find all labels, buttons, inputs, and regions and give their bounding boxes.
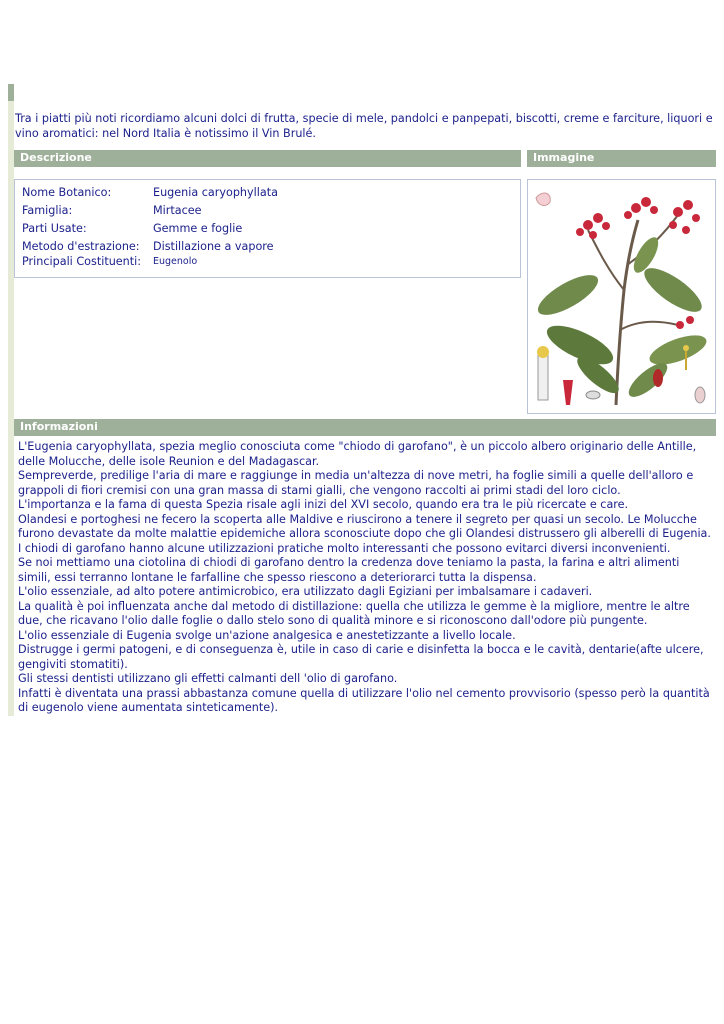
info-paragraph: Se noi mettiamo una ciotolina di chiodi di garofano dentro la credenza dove teniamo la pasta, la farina e altri alimenti simili, essi terranno lontane le farfalline che spesso riescono a deteriorarci tutta la dispensa. [18,556,680,584]
info-paragraph: L'olio essenziale di Eugenia svolge un'azione analgesica e anestetizzante a livello locale. [18,628,516,642]
info-paragraph: Distrugge i germi patogeni, e di conseguenza è, utile in caso di carie e disinfetta la bocca e le cavità, dentarie(afte ulcere, gengiviti stomatiti). [18,643,704,671]
detail-row-parti [22,222,242,236]
info-paragraph: Sempreverde, predilige l'aria di mare e raggiunge in media un'altezza di nove metri, ha foglie simili a quelle dell'alloro e grappoli di fiori cremisi con una gran massa di stami gialli, che vengono raccolti ai primi stadi del loro ciclo. [18,469,694,497]
info-text [18,440,714,716]
detail-label: Famiglia: [22,204,73,217]
detail-value: Distillazione a vapore [153,240,274,253]
descrizione-header: Descrizione [14,150,521,167]
detail-value: Gemme e foglie [153,222,243,235]
detail-label: Principali Costituenti: [22,255,142,268]
info-paragraph: L'importanza e la fama di questa Spezia risale agli inizi del XVI secolo, quando era tra le più ricercate e care. [18,498,629,511]
informazioni-header: Informazioni [14,419,716,436]
detail-label: Metodo d'estrazione: [22,240,140,253]
info-paragraph: L'Eugenia caryophyllata, spezia meglio conosciuta come "chiodo di garofano", è un piccolo albero originario delle Antille, delle Molucche, delle isole Reunion e del Madagascar. [18,440,697,468]
clove-plant-illustration [528,180,715,413]
detail-value: Eugenolo [153,256,198,267]
detail-label: Nome Botanico: [22,186,112,199]
page-frame [8,84,717,716]
detail-value: Mirtacee [153,204,202,217]
detail-row-famiglia [22,204,202,218]
immagine-header: Immagine [527,150,716,167]
detail-row-botanico [22,186,278,200]
image-box [527,179,716,414]
info-paragraph: Olandesi e portoghesi ne fecero la scoperta alle Maldive e riuscirono a tenere il segreto per quasi un secolo. Le Molucche furono devastate da molte malattie epidemiche allora sconosciute dopo che gli Olandesi distrussero gli alberelli di Eugenia. [18,512,711,540]
info-paragraph: Gli stessi dentisti utilizzano gli effetti calmanti dell 'olio di garofano. [18,672,398,685]
intro-text: Tra i piatti più noti ricordiamo alcuni dolci di frutta, specie di mele, pandolci e panpepati, biscotti, creme e farciture, liquori e vino aromatici: nel Nord Italia è notissimo il Vin Brulé. [15,112,713,140]
detail-value: Eugenia caryophyllata [153,186,278,199]
content-area [14,84,717,716]
info-paragraph: La qualità è poi influenzata anche dal metodo di distillazione: quella che utilizza le gemme è la migliore, mentre le altre due, che ricavano l'olio dalle foglie o dallo stelo sono di qualità minore e si riconoscono dall'odore più pungente. [18,599,690,627]
detail-row-metodo [22,240,274,254]
detail-label: Parti Usate: [22,222,87,235]
info-paragraph: I chiodi di garofano hanno alcune utilizzazioni pratiche molto interessanti che possono evitarci diversi inconvenienti. [18,541,671,555]
info-paragraph: Infatti è diventata una prassi abbastanza comune quella di utilizzare l'olio nel cemento provvisorio (spesso però la quantità di eugenolo viene aumentata sinteticamente). [18,686,710,714]
details-box [14,179,521,278]
info-paragraph: L'olio essenziale, ad alto potere antimicrobico, era utilizzato dagli Egiziani per imbalsamare i cadaveri. [18,585,593,598]
detail-row-costituenti [22,255,197,269]
